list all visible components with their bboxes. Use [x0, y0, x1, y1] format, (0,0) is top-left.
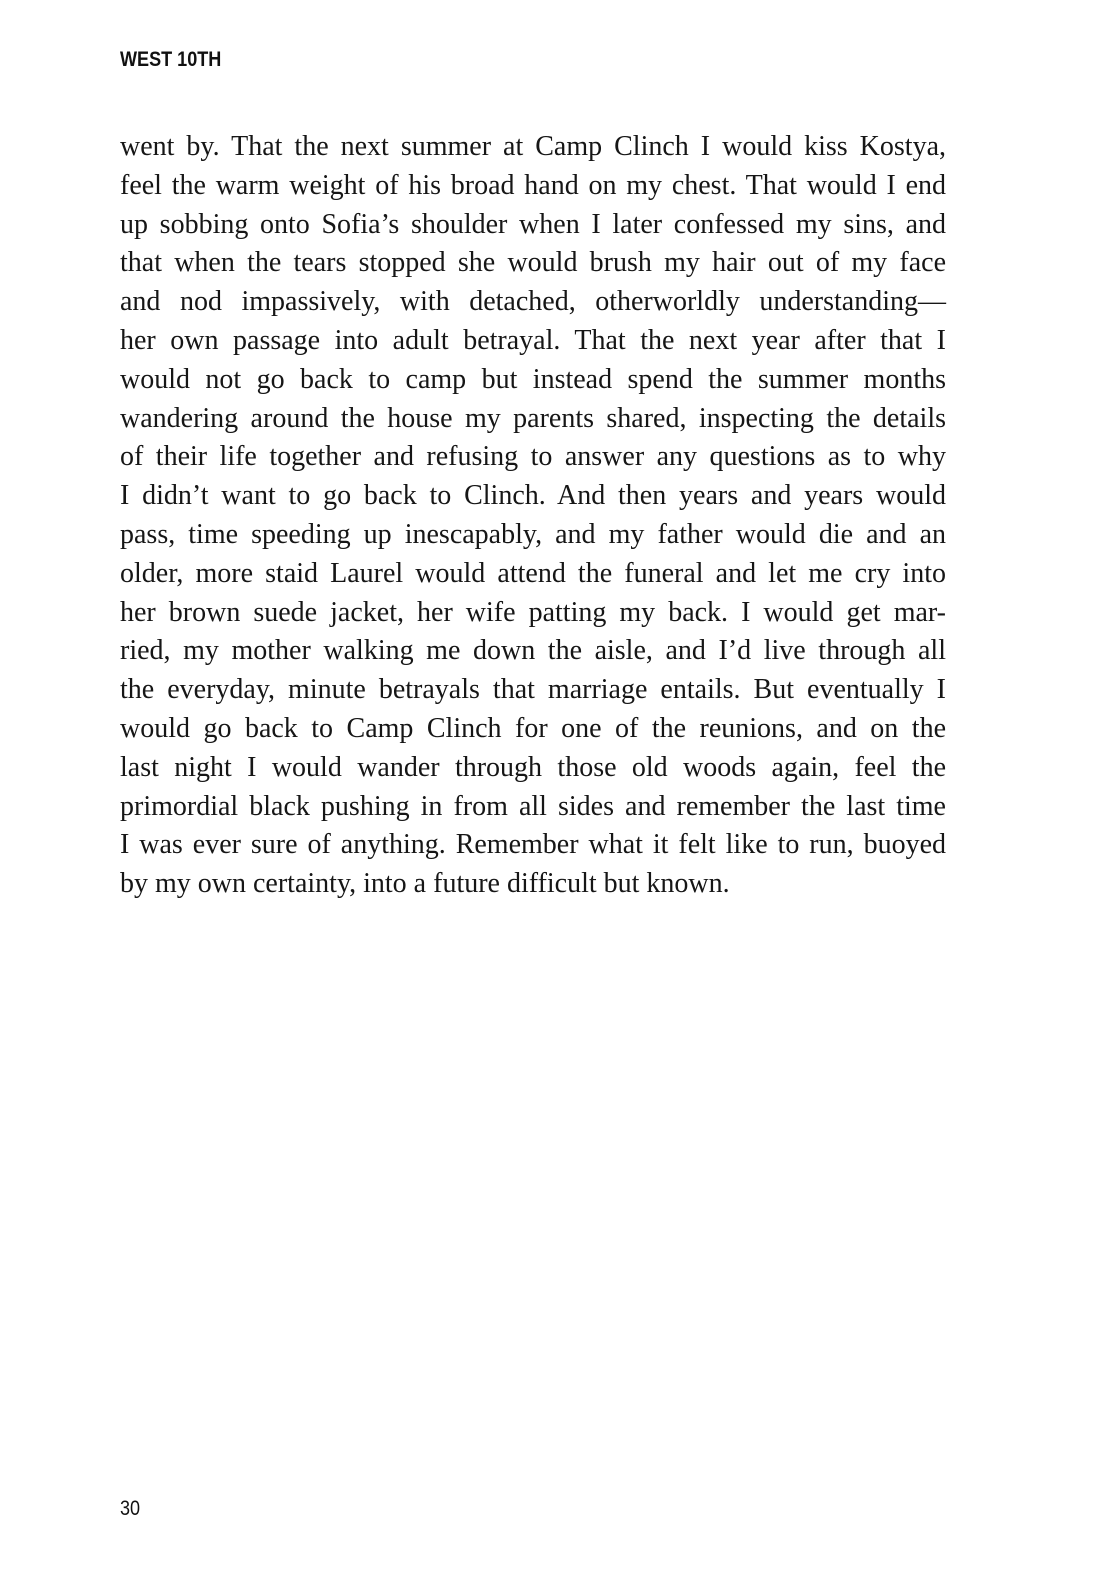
body-text — [120, 128, 946, 904]
text-line: would go back to Camp Clinch for one of the reunions, and on the — [120, 712, 946, 744]
page-number: 30 — [120, 1497, 141, 1520]
text-line: last night I would wander through those old woods again, feel the — [120, 751, 946, 783]
text-line: up sobbing onto Sofia’s shoulder when I later confessed my sins, and — [120, 208, 946, 240]
text-line: I was ever sure of anything. Remember what it felt like to run, buoyed — [120, 829, 946, 861]
text-line: the everyday, minute betrayals that marriage entails. But eventually I — [120, 674, 946, 706]
text-line: wandering around the house my parents shared, inspecting the details — [120, 402, 946, 434]
text-line: pass, time speeding up inescapably, and my father would die and an — [120, 518, 946, 550]
text-line: went by. That the next summer at Camp Clinch I would kiss Kostya, — [120, 131, 946, 162]
running-head: WEST 10TH — [120, 48, 222, 71]
text-line: ried, my mother walking me down the aisle, and I’d live through all — [120, 635, 946, 667]
text-line: of their life together and refusing to answer any questions as to why — [120, 441, 946, 473]
text-line: feel the warm weight of his broad hand on my chest. That would I end — [120, 169, 946, 201]
text-line: I didn’t want to go back to Clinch. And then years and years would — [120, 480, 946, 512]
text-line: that when the tears stopped she would brush my hair out of my face — [120, 247, 946, 279]
text-line: her brown suede jacket, her wife patting my back. I would get mar- — [120, 596, 946, 628]
text-line: would not go back to camp but instead spend the summer months — [120, 363, 946, 395]
text-line: and nod impassively, with detached, otherworldly understanding— — [120, 286, 946, 318]
text-line: her own passage into adult betrayal. That the next year after that I — [120, 324, 946, 356]
text-line: by my own certainty, into a future difficult but known. — [120, 868, 730, 900]
text-line: primordial black pushing in from all sides and remember the last time — [120, 790, 946, 822]
text-line: older, more staid Laurel would attend the funeral and let me cry into — [120, 557, 946, 589]
